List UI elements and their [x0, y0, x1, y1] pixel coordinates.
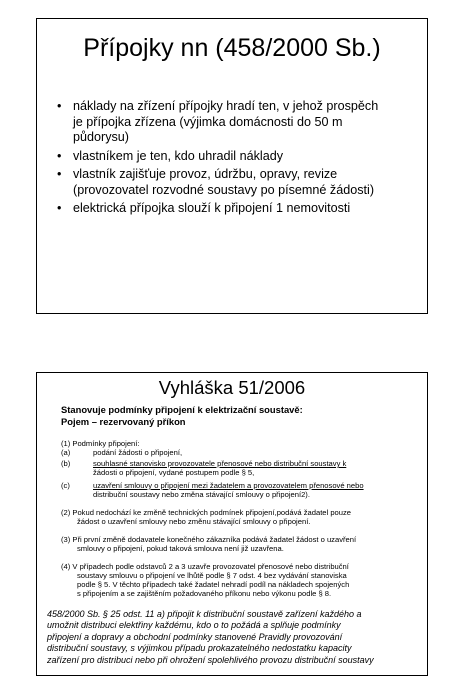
- section-4-line: soustavy smlouvu o připojení ve lhůtě podle § 7 odst. 4 bez vydávání stanoviska: [77, 571, 347, 580]
- bullet-item: [55, 167, 417, 198]
- item-b-label: (b): [61, 459, 71, 468]
- footer-line: 458/2000 Sb. § 25 odst. 11 a) připojit k distribuční soustavě zařízení každého a: [47, 609, 362, 619]
- footer-line: distribuční soustavy, s výjimkou případu prokazatelného nedostatku kapacity: [47, 643, 352, 654]
- slide-2-title: Vyhláška 51/2006: [158, 377, 306, 398]
- bullet-line: vlastník zajišťuje provoz, údržbu, opravy, revize: [73, 167, 338, 181]
- item-c-line: uzavření smlouvy o připojení mezi žadatelem a provozovatelem přenosové nebo: [93, 481, 364, 490]
- section-3-line: smlouvy o připojení, pokud taková smlouva není již uzavřena.: [77, 544, 284, 553]
- slide-2-subheading: Pojem – rezervovaný příkon: [61, 416, 186, 427]
- item-c-label: (c): [61, 481, 70, 490]
- item-a-text: podání žádosti o připojení,: [93, 448, 183, 457]
- section-2-line: (2) Pokud nedochází ke změně technických podmínek připojení,podává žadatel pouze: [61, 508, 352, 517]
- bullet-icon: •: [57, 148, 62, 163]
- slide-1: [36, 18, 428, 314]
- item-b-line: žádosti o připojení, vydané postupem podle § 5,: [93, 468, 255, 477]
- bullet-item: [55, 149, 417, 165]
- slide-2-heading: Stanovuje podmínky připojení k elektrizační soustavě:: [61, 404, 303, 415]
- section-2-line: žádost o uzavření smlouvy nebo změnu stávající smlouvy o připojení.: [77, 517, 311, 526]
- slide-1-bullet-list: [55, 99, 417, 220]
- footer-line: připojení a dopravy a obchodní podmínky stanovené Pravidly provozování: [47, 631, 343, 642]
- footer-line: umožnit distribuci elektřiny každému, kdo o to požádá a splňuje podmínky: [47, 620, 341, 631]
- item-a-label: (a): [61, 448, 71, 457]
- bullet-icon: •: [57, 99, 62, 113]
- bullet-icon: •: [57, 167, 62, 181]
- section-3-line: (3) Při první změně dodavatele konečného zákazníka podává žadatel žádost o uzavření: [61, 535, 357, 544]
- slide-2: [36, 372, 428, 676]
- bullet-icon: •: [57, 201, 62, 215]
- slide-2-footer-note: [47, 609, 419, 666]
- bullet-line: elektrická přípojka slouží k připojení 1 nemovitosti: [73, 201, 351, 215]
- item-c-line: distribuční soustavy nebo změna stávající smlouvy o připojení2).: [93, 490, 310, 499]
- bullet-item: [55, 99, 417, 146]
- bullet-item: [55, 201, 417, 217]
- bullet-line: půdorysu): [73, 130, 130, 144]
- item-b-line: souhlasné stanovisko provozovatele přenosové nebo distribuční soustavy k: [93, 459, 347, 468]
- footer-line: zařízení pro distribuci nebo při ohrožení spolehlivého provozu distribuční soustavy: [47, 654, 374, 665]
- bullet-line: vlastníkem je ten, kdo uhradil náklady: [73, 148, 284, 163]
- bullet-line: je přípojka zřízena (výjimka domácnosti do 50 m: [73, 114, 343, 129]
- bullet-line: (provozovatel rozvodné soustavy po písemné žádosti): [73, 182, 375, 197]
- section-4-line: podle § 5. V těchto případech také žadatel nehradí podíl na nákladech spojených: [77, 580, 350, 589]
- bullet-line: náklady na zřízení přípojky hradí ten, v jehož prospěch: [73, 99, 379, 113]
- section-1-title: (1) Podmínky připojení:: [61, 439, 140, 448]
- section-4-line: (4) V případech podle odstavců 2 a 3 uzavře provozovatel přenosové nebo distribuční: [61, 562, 349, 571]
- section-4-line: s připojením a se zajištěním požadovaného příkonu nebo výkonu podle § 8.: [77, 589, 332, 598]
- slide-1-title: Přípojky nn (458/2000 Sb.): [83, 34, 381, 62]
